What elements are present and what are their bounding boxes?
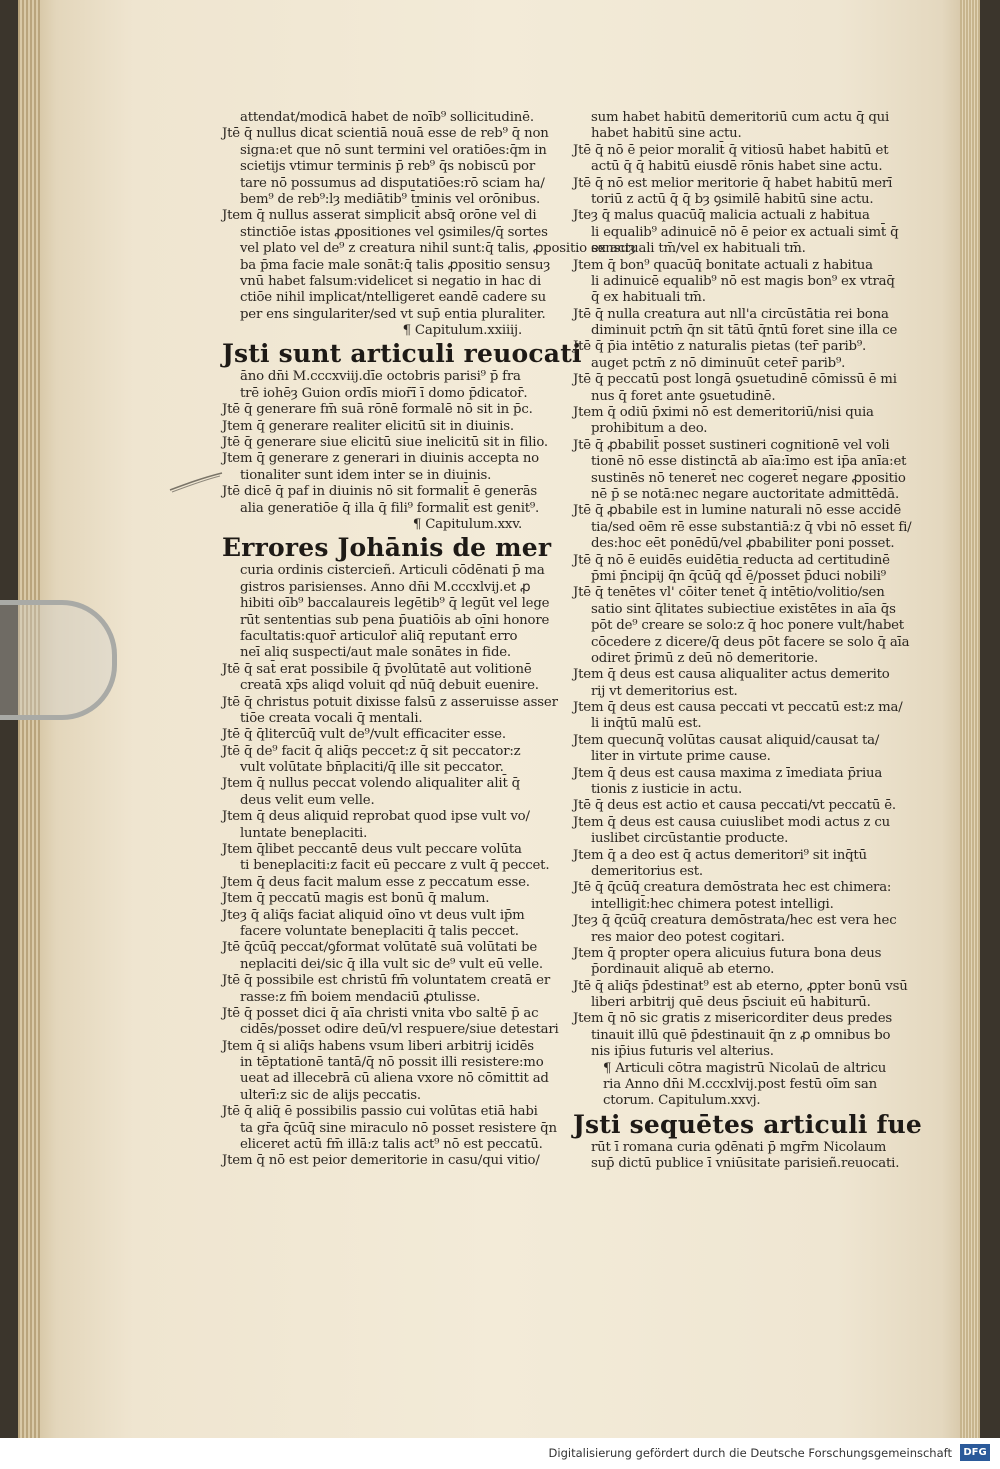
article-line: Jtē q̄ aliq̄ ē possibilis passio cui volūtas etiā habi	[222, 1104, 538, 1120]
article-line: Jtem quecunq̄ volūtas causat aliquid/causat ta/	[573, 732, 880, 748]
text-line: neplaciti dei/sic q̄ illa vult sic de⁹ vult eū velle.	[240, 956, 543, 972]
section-heading: Jsti sequētes articuli fue	[573, 1109, 922, 1139]
article-line: Jteȝ q̄ aliq̄s faciat aliquid oīno vt deus vult ip̄m	[222, 907, 525, 923]
article-line: Jtem q̄ deus est causa aliqualiter actus demerito	[573, 667, 890, 683]
article-line: Jtem q̄ nō est peior demeritorie in casu/qui vitio/	[222, 1153, 540, 1169]
right-page-edge	[960, 0, 980, 1438]
text-line: signa:et que nō sunt termini vel oratiōes:q̄m in	[240, 142, 547, 158]
text-line: vult volūtate bn̄placiti/q̄ ille sit peccator.	[240, 760, 504, 776]
article-line: Jtē q̄ nō ē euidēs euidētia reducta ad certitudinē	[573, 552, 890, 568]
article-line: Jtem q̄ nullus asserat simplicit̄ absq̄ orōne vel di	[222, 208, 537, 224]
article-line: Jtē q̄ generare siue elicitū siue inelicitū sit in filio.	[222, 435, 548, 451]
text-line: li equalib⁹ adinuicē nō ē peior ex actuali simt̄ q̄	[591, 224, 899, 240]
text-line: habet habitū sine actu.	[591, 126, 742, 142]
text-line: ctorum. Capitulum.xxvj.	[603, 1093, 761, 1109]
text-line: q̄ ex habituali tm̄.	[591, 290, 706, 306]
text-line: p̄ordinauit aliquē ab eterno.	[591, 962, 775, 978]
text-line: prohibitum a deo.	[591, 421, 708, 437]
text-line: tiōe creata vocali q̄ mentali.	[240, 710, 423, 726]
article-line: Jtem q̄ si aliq̄s habens vsum liberi arbitrij icidēs	[222, 1038, 534, 1054]
article-line: Jtem q̄ peccatū magis est bonū q̄ malum.	[222, 891, 490, 907]
text-line: tionis z iusticie in actu.	[591, 782, 743, 798]
article-line: Jtem q̄ bon⁹ quacūq̄ bonitate actuali z habitua	[573, 257, 873, 273]
article-line: Jtē q̄ q̄cūq̄ creatura demōstrata hec est chimera:	[573, 880, 892, 896]
article-line: Jtem q̄ deus aliquid reprobat quod ipse vult vo/	[222, 809, 530, 825]
text-line: scietijs vtimur terminis p̄ reb⁹ q̄s nobiscū por	[240, 159, 535, 175]
article-line: Jtē q̄ christus potuit dixisse falsū z asseruisse asser	[222, 694, 558, 710]
text-line: per ens singulariter/sed vt sup̄ entia pluraliter.	[240, 306, 546, 322]
article-line: Jtem q̄ generare z generari in diuinis accepta no	[222, 451, 539, 467]
text-line: toriū z actū q̄ q̄ bȝ ꝯsimilē habitū sine actu.	[591, 191, 874, 207]
text-line: tare nō possumus ad disputatiōes:rō sciam ha/	[240, 175, 545, 191]
text-line: demeritorius est.	[591, 863, 703, 879]
article-line: Jtē q̄ generare fm̄ suā rōnē formalē nō sit in p̄c.	[222, 402, 533, 418]
article-line: Jtē q̄ nulla creatura aut nll'a circūstātia rei bona	[573, 306, 889, 322]
text-line: li adinuicē equalib⁹ nō est magis bon⁹ ex vtraq̄	[591, 273, 895, 289]
text-line: des:hoc eēt ponēdū/vel ꝓbabiliter poni posset.	[591, 536, 895, 552]
text-line: stinctiōe istas ꝓpositiones vel ꝯsimiles/q̄ sortes	[240, 224, 548, 240]
text-line: odiret p̄rimū z deū nō demeritorie.	[591, 650, 819, 666]
text-line: hibiti oīb⁹ baccalaureis legētib⁹ q̄ legūt vel lege	[240, 596, 550, 612]
article-line: Jtē q̄ p̄ia intētio z naturalis pietas (ter̄ parib⁹.	[573, 339, 867, 355]
chapter-label: ¶ Capitulum.xxv.	[412, 516, 522, 532]
text-line: sup̄ dictū publice ī vniūsitate parisieñ.reuocati.	[591, 1156, 900, 1172]
text-line: rasse:z fm̄ boiem mendaciū ꝓtulisse.	[240, 989, 481, 1005]
text-line: tia/sed oēm rē esse substantiā:z q̄ vbi nō esset fi/	[591, 519, 912, 535]
text-line: cōcedere z dicere/q̄ deus pōt facere se solo q̄ aīa	[591, 634, 910, 650]
text-line: auget pctm̄ z nō diminuūt ceter̄ parib⁹.	[591, 355, 846, 371]
text-line: pōt de⁹ creare se solo:z q̄ hoc ponere vult/habet	[591, 618, 904, 634]
text-line: deus velit eum velle.	[240, 792, 375, 808]
chapter-label: ¶ Capitulum.xxiiij.	[402, 323, 522, 339]
page-clip	[0, 600, 117, 720]
text-line: p̄mi p̄ncipij q̄n q̄cūq̄ qd̄ ē/posset p̄duci nobili⁹	[591, 568, 886, 584]
article-line: Jteȝ q̄ malus quacūq̄ malicia actuali z habitua	[573, 208, 870, 224]
text-line: sum habet habitū demeritoriū cum actu q̄ qui	[591, 110, 890, 125]
article-line: Jtem q̄ deus facit malum esse z peccatum esse.	[222, 874, 530, 890]
text-line: curia ordinis cistercieñ. Articuli cōdēnati p̄ ma	[240, 563, 545, 579]
text-line: sustinēs nō teneret̄ nec cogeret̄ negare ꝓpositio	[591, 470, 906, 486]
text-line: neī aliq suspecti/aut male sonātes in fide.	[240, 645, 511, 661]
text-line: ulterī:z sic de alijs peccatis.	[240, 1087, 421, 1103]
text-line: rūt ī romana curia ꝯdēnati p̄ mgr̄m Nicolaum	[591, 1139, 887, 1155]
text-line: intelligit̄:hec chimera potest intelligi.	[591, 896, 834, 912]
article-line: Jtē q̄ ꝓbabile est in lumine naturali nō esse accidē	[573, 503, 902, 519]
article-line: Jtē q̄cūq̄ peccat/ꝯformat volūtatē suā volūtati be	[222, 940, 538, 956]
text-line: ba p̄ma facie male sonāt:q̄ talis ꝓpositio sensuȝ	[240, 257, 551, 273]
pencil-mark	[168, 470, 224, 494]
article-line: Jtē q̄ posset dici q̄ aīa christi vnita vbo saltē p̄ ac	[222, 1005, 539, 1021]
article-line: Jtē dicē q̄ paf in diuinis nō sit formalit̄ ē generās	[222, 484, 538, 500]
funding-note: Digitalisierung gefördert durch die Deutsche Forschungsgemeinschaft	[548, 1446, 952, 1460]
text-line: trē iohēȝ Guion ordīs mior̄ī ī domo p̄dicator̄.	[240, 385, 528, 401]
text-line: liberi arbitrij quē deus p̄sciuit eū habiturū.	[591, 995, 871, 1011]
article-line: Jtem q̄ nullus peccat volendo aliqualiter alit̄ q̄	[222, 776, 520, 792]
article-line: Jtē q̄ tenētes vl' cōiter tenet̄ q̄ intētio/volitio/sen	[573, 585, 885, 601]
article-line: Jtē q̄ nullus dicat scientiā nouā esse de reb⁹ q̄ non	[222, 126, 549, 142]
text-line: vel plato vel de⁹ z creatura nihil sunt:q̄ talis, ꝓpositio sensuȝ	[240, 241, 636, 257]
left-text-column	[222, 110, 636, 1170]
text-line: creatā xp̄s aliqd voluit qd̄ nūq̄ debuit euenire.	[240, 678, 539, 694]
text-line: ¶ Articuli cōtra magistrū Nicolaū de altricu	[603, 1060, 887, 1076]
article-line: Jtē q̄ peccatū post longā ꝯsuetudinē cōmissū ē mi	[573, 372, 897, 388]
text-line: attendat/modicā habet de noīb⁹ sollicitudinē.	[240, 110, 534, 125]
text-line: iuslibet circūstantie producte.	[591, 831, 789, 847]
text-line: luntate beneplaciti.	[240, 825, 368, 841]
text-line: ex actuali tm̄/vel ex habituali tm̄.	[591, 241, 806, 257]
text-line: actū q̄ q̄ habitū eiusdē rōnis habet sine actu.	[591, 159, 883, 175]
article-line: Jtem q̄ deus est causa peccati vt peccatū est:z ma/	[573, 700, 903, 716]
text-line: cidēs/posset odire deū/vl respuere/siue detestari	[240, 1022, 559, 1038]
text-line: in tēptationē tantā/q̄ nō possit illi resistere:mo	[240, 1055, 544, 1071]
digitization-footer	[0, 1438, 1000, 1469]
article-line: Jtē q̄ sat̄ erat possibile q̄ p̄volūtatē aut volitionē	[222, 661, 532, 677]
article-line: Jtē q̄ nō ē peior moralit̄ q̄ vitiosū habet habitū et	[573, 142, 889, 158]
text-line: diminuit pctm̄ q̄n sit tātū q̄ntū foret sine illa ce	[591, 323, 898, 339]
article-line: Jtem q̄ a deo est q̄ actus demeritori⁹ sit inq̄tū	[573, 847, 867, 863]
article-line: Jtē q̄ q̄litercūq̄ vult de⁹/vult efficaciter esse.	[222, 727, 506, 743]
article-line: Jtem q̄ generare realiter elicitū sit in diuinis.	[222, 418, 514, 434]
article-line: Jtē q̄ possibile est christū fm̄ voluntatem creatā er	[222, 973, 550, 989]
article-line: Jteȝ q̄ q̄cūq̄ creatura demōstrata/hec est vera hec	[573, 913, 897, 929]
text-line: tionē nō esse distinctā ab aīa:īmo est ip̄a anīa:et	[591, 454, 907, 470]
text-line: res maior deo potest cogitari.	[591, 929, 785, 945]
text-line: eliceret actū fm̄ illā:z talis act⁹ nō est peccatū.	[240, 1137, 543, 1153]
article-line: Jtem q̄ deus est causa maxima z īmediata p̄riua	[573, 765, 883, 781]
text-line: ta gr̄a q̄cūq̄ sine miraculo nō posset resistere q̄n	[240, 1120, 557, 1136]
section-heading: Jsti sunt articuli reuocati	[222, 339, 582, 369]
text-line: ria Anno dn̄i M.cccxlvij.post festū oīm san	[603, 1077, 877, 1093]
article-line: Jtē q̄ deus est actio et causa peccati/vt peccatū ē.	[573, 798, 896, 814]
text-line: tionaliter sunt idem inter se in diuinis.	[240, 467, 492, 483]
article-line: Jtem q̄ odiū p̄ximi nō est demeritoriū/nisi quia	[573, 405, 874, 421]
right-text-column	[573, 110, 922, 1173]
text-line: nus q̄ foret ante ꝯsuetudinē.	[591, 388, 776, 404]
article-line: Jtē q̄ nō est melior meritorie q̄ habet habitū merī	[573, 175, 893, 191]
text-line: nē p̄ se notā:nec negare auctoritate admittēdā.	[591, 486, 899, 502]
text-line: bem⁹ de reb⁹:lȝ mediātib⁹ t̄minis vel orōnibus.	[240, 191, 540, 207]
text-line: satio sint q̄litates subiectiue existētes in aīa q̄s	[591, 601, 896, 617]
text-line: ueat ad illecebrā cū aliena vxore nō cōmittit ad	[240, 1071, 549, 1087]
text-line: rij vt demeritorius est.	[591, 683, 738, 699]
article-line: Jtē q̄ aliq̄s p̄destinat⁹ est ab eterno, ꝓpter bonū vsū	[573, 978, 908, 994]
article-line: Jtem q̄ nō sic gratis z misericorditer deus predes	[573, 1011, 893, 1027]
text-line: li inq̄tū malū est.	[591, 716, 702, 732]
dfg-logo: DFG	[960, 1444, 990, 1461]
text-line: vnū habet falsum:videlicet si negatio in hac di	[240, 273, 541, 289]
text-line: tinauit illū quē p̄destinauit q̄n z ꝓ omnibus bo	[591, 1027, 891, 1043]
text-line: ti beneplaciti:z facit eū peccare z vult q̄ peccet.	[240, 858, 550, 874]
text-line: āno dn̄i M.cccxviij.dīe octobris parisi⁹ p̄ fra	[240, 369, 521, 385]
article-line: Jtem q̄ propter opera alicuius futura bona deus	[573, 945, 882, 961]
article-line: Jtē q̄ ꝓbabilit̄ posset sustineri cognitionē vel voli	[573, 437, 890, 453]
section-heading: Errores Johānis de mer	[222, 533, 552, 563]
text-line: facultatis:quor̄ articulor̄ aliq̄ reputant̄ erro	[240, 628, 518, 644]
text-line: alia generatiōe q̄ illa q̄ fili⁹ formalit̄ est genit⁹.	[240, 500, 540, 516]
text-line: rūt sententias sub pena p̄uatiōis ab oīni honore	[240, 612, 550, 628]
article-line: Jtē q̄ de⁹ facit q̄ aliq̄s peccet:z q̄ sit peccator:z	[222, 743, 521, 759]
article-line: Jtem q̄libet peccantē deus vult peccare volūta	[222, 842, 522, 858]
text-line: ctiōe nihil implicat/ntelligeret eandē cadere su	[240, 290, 547, 306]
text-line: facere voluntate beneplaciti q̄ talis peccet.	[240, 923, 519, 939]
text-line: gistros parisienses. Anno dn̄i M.cccxlvij.et ꝓ	[240, 579, 531, 595]
article-line: Jtem q̄ deus est causa cuiuslibet modi actus z cu	[573, 814, 890, 830]
text-line: nis ip̄ius futuris vel alterius.	[591, 1044, 774, 1060]
text-line: liter in virtute prime cause.	[591, 749, 771, 765]
